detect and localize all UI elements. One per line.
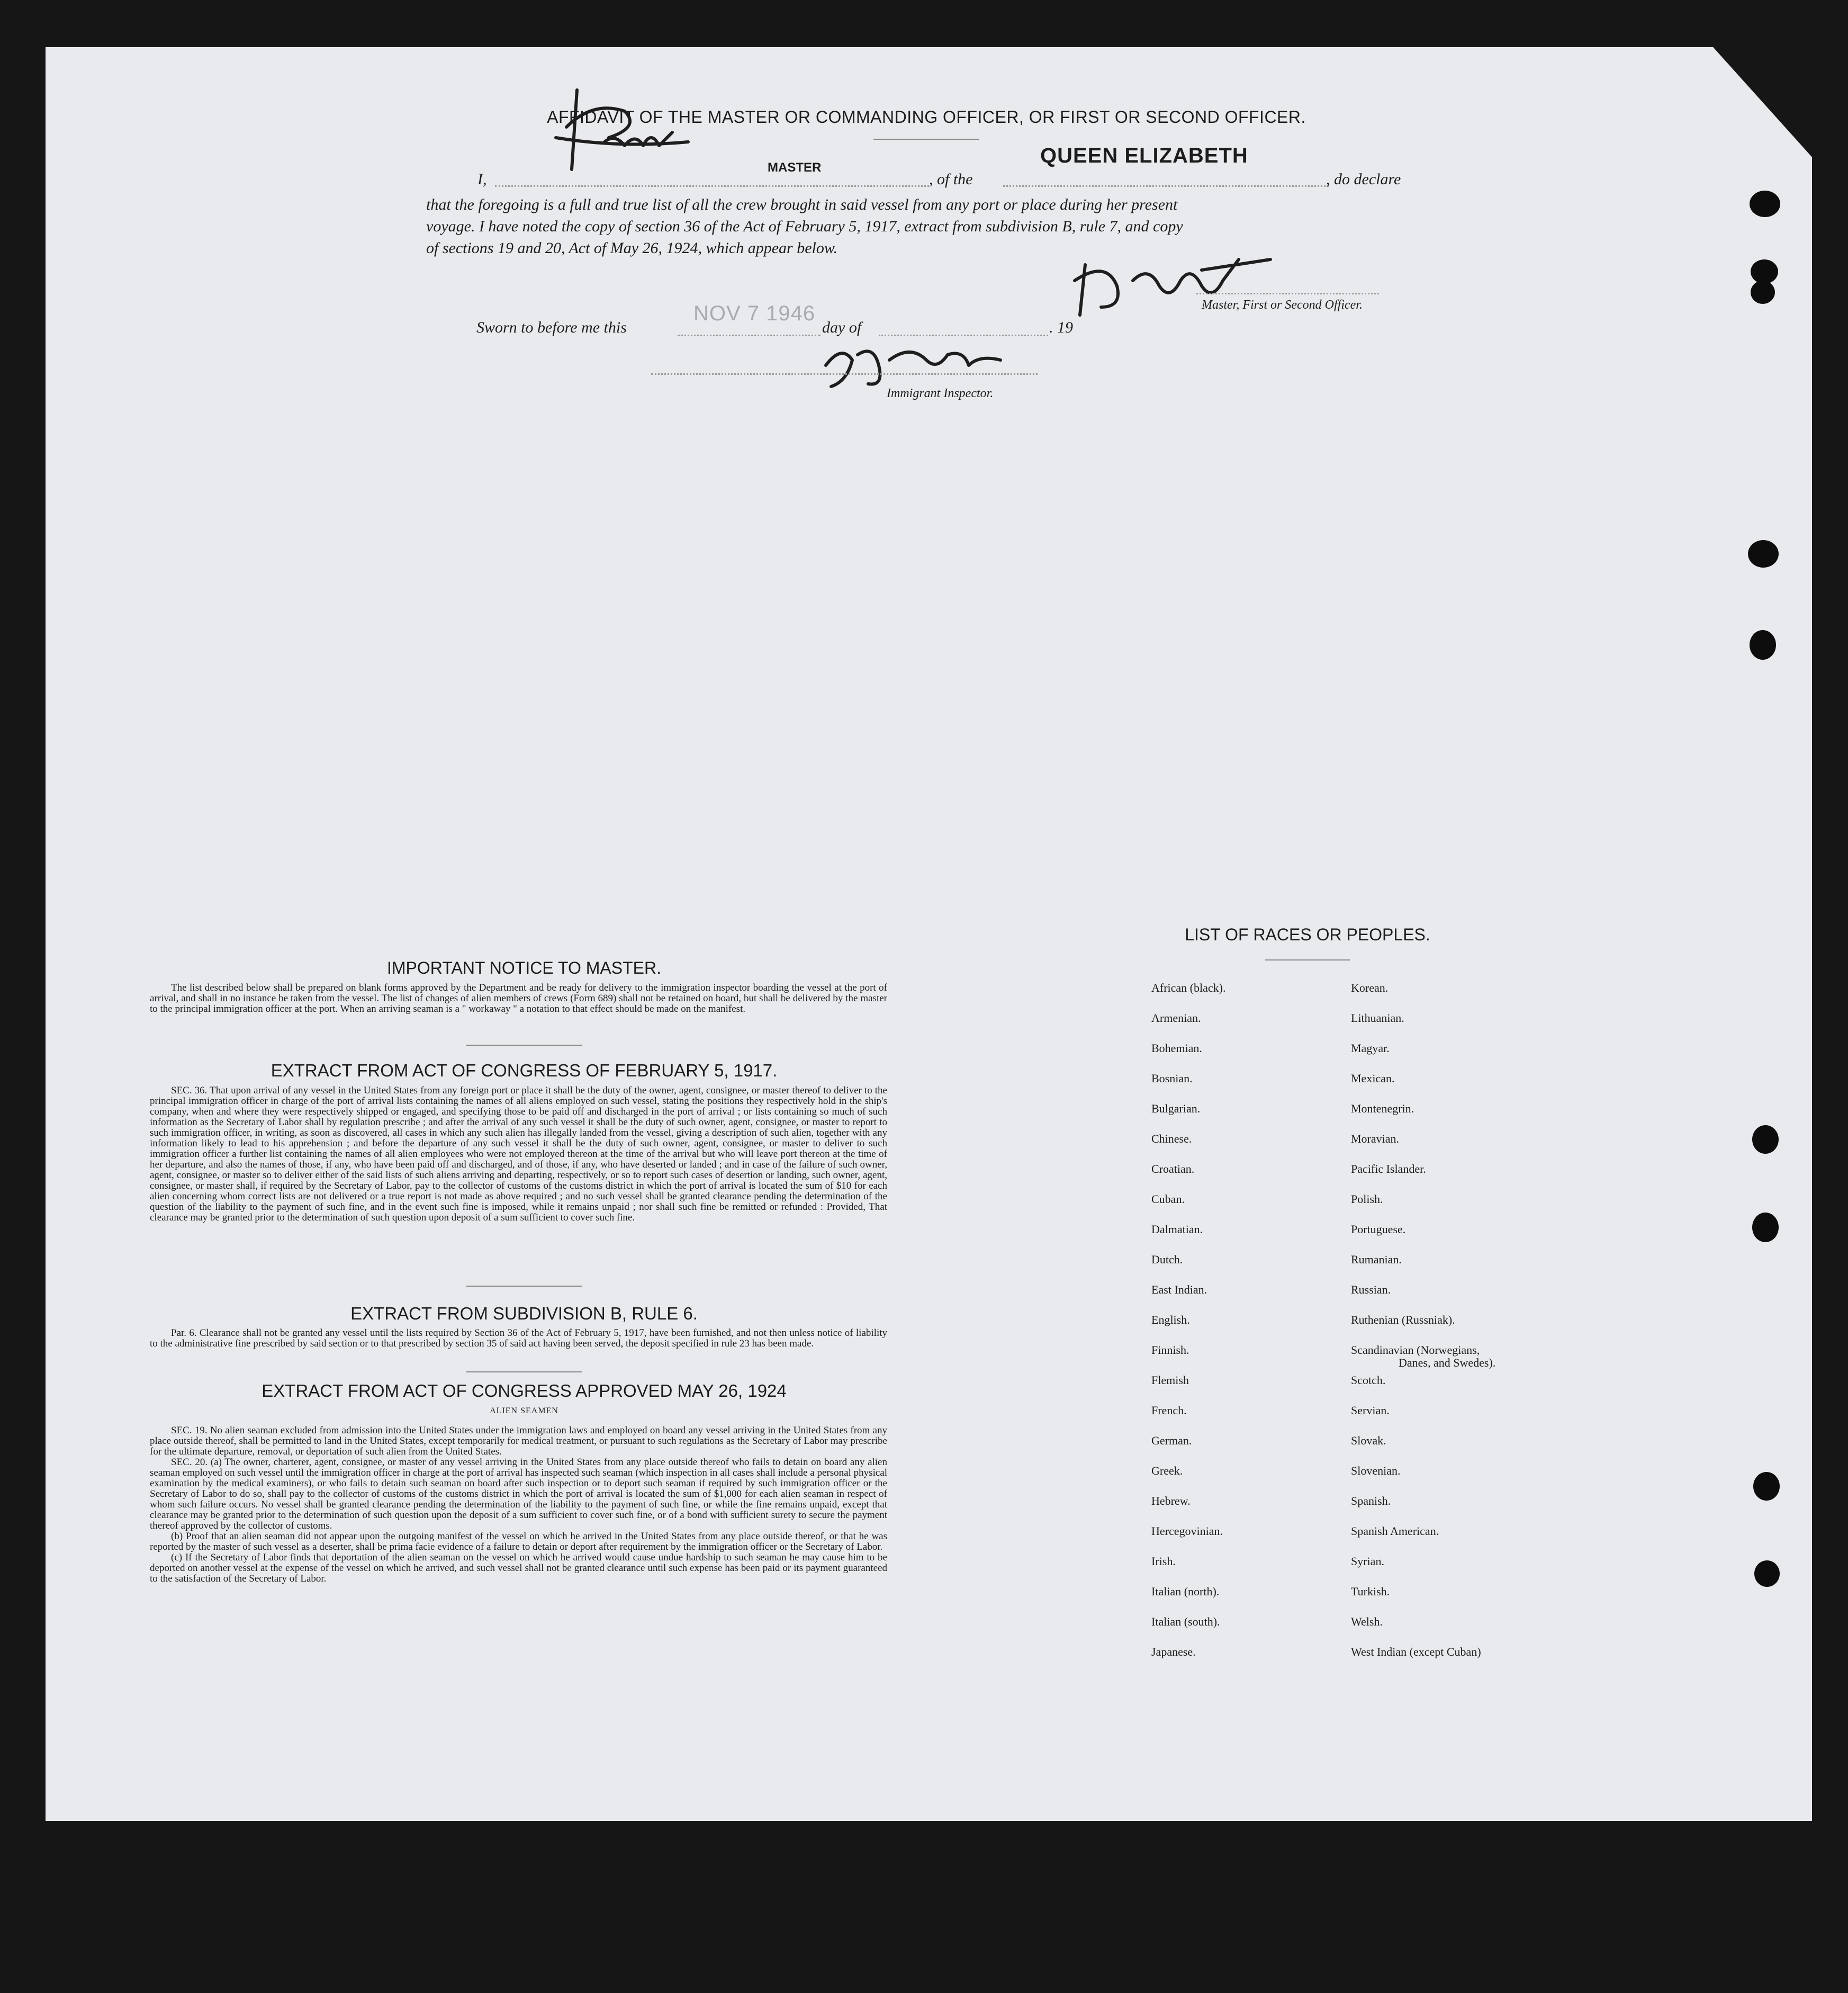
race-item: Croatian. [1151, 1162, 1195, 1175]
extract-1917-title: EXTRACT FROM ACT OF CONGRESS OF FEBRUARY 5, 1917. [271, 1061, 778, 1080]
inspector-signature [810, 334, 1032, 392]
section-divider [466, 1371, 582, 1372]
race-item: Montenegrin. [1351, 1102, 1414, 1115]
section-divider [466, 1286, 582, 1287]
extract-rule6-body [150, 1328, 887, 1349]
punch-hole [1748, 540, 1779, 568]
race-item: Slovenian. [1351, 1464, 1401, 1477]
extract-rule6-title: EXTRACT FROM SUBDIVISION B, RULE 6. [350, 1304, 698, 1323]
race-item: Scandinavian (Norwegians, [1351, 1343, 1480, 1357]
punch-hole [1751, 259, 1778, 284]
race-item: Rumanian. [1351, 1253, 1402, 1266]
race-item: Korean. [1351, 981, 1389, 994]
race-item: Slovak. [1351, 1434, 1386, 1447]
race-item: Irish. [1151, 1555, 1176, 1568]
i-label: I, [477, 170, 487, 188]
race-item: Portuguese. [1351, 1223, 1406, 1236]
year-label: . 19 [1049, 319, 1073, 336]
declaration-line-2: voyage. I have noted the copy of section 36 of the Act of February 5, 1917, extract from subdivision B, rule 7, and copy [426, 218, 1183, 235]
races-title: LIST OF RACES OR PEOPLES. [1185, 925, 1430, 944]
race-item: Magyar. [1351, 1042, 1390, 1055]
race-item: Mexican. [1351, 1072, 1395, 1085]
punch-hole [1753, 1472, 1780, 1501]
notice-paragraph: The list described below shall be prepared on blank forms approved by the Department and be ready for delivery to the immigration inspector boarding the vessel at the port of arrival, and shall in no instance be taken from the vessel. The list of changes of alien members of crews (Form 689) shall not be retained on board, but shall be delivered by the master to the principal immigration officer at the port. When an arriving seaman is a " workaway " a notation to that effect should be made on the manifest. [150, 982, 887, 1015]
race-item: Finnish. [1151, 1343, 1189, 1357]
declaration-line-1: that the foregoing is a full and true list of all the crew brought in said vessel from any port or place during her present [426, 196, 1178, 213]
race-item: Greek. [1151, 1464, 1183, 1477]
sworn-date-line [678, 335, 821, 336]
race-item: Servian. [1351, 1404, 1390, 1417]
inspector-signature-line [651, 373, 1038, 375]
race-item: Lithuanian. [1351, 1011, 1404, 1025]
race-item: Bosnian. [1151, 1072, 1193, 1085]
race-item: Chinese. [1151, 1132, 1192, 1145]
race-item: Armenian. [1151, 1011, 1201, 1025]
section-20b-text: (b) Proof that an alien seaman did not appear upon the outgoing manifest of the vessel on which he arrived in the United States from any place outside thereof, or that he was reported by the master of such vessel as a deserter, shall be prima facie evidence of a failure to detain or deport after requirement by the immigration officer or the Secretary of Labor. [150, 1531, 887, 1552]
of-the-label: , of the [929, 170, 973, 188]
races-right-column [1351, 981, 1495, 1675]
notice-title: IMPORTANT NOTICE TO MASTER. [387, 958, 661, 977]
rank-stamp: MASTER [768, 160, 822, 175]
do-declare-label: , do declare [1326, 170, 1401, 188]
punch-hole [1752, 1125, 1779, 1154]
punch-hole [1750, 191, 1780, 217]
race-item: Danes, and Swedes). [1399, 1356, 1496, 1369]
inspector-caption: Immigrant Inspector. [887, 387, 994, 400]
race-item: Pacific Islander. [1351, 1162, 1426, 1175]
section-20a-text: SEC. 20. (a) The owner, charterer, agent, consignee, or master of any vessel arriving in the United States from any place outside thereof who fails to detain on board any alien seaman employed on such vessel until the immigration officer in charge at the port of arrival has inspected such seaman (which inspection in all cases shall include a personal physical examination by the medical examiners), or who fails to detain such seaman on board after such inspection or to deport such seaman if required by such immigration officer or the Secretary of Labor to do so, shall pay to the collector of customs of the customs district in which the port of arrival is located the sum of $1,000 for each alien seaman in respect of whom such failure occurs. No vessel shall be granted clearance pending the determination of the liability to the payment of such fine, or while the fine remains unpaid, except that clearance may be granted prior to the determination of such question upon the deposit of a sum sufficient to cover such fine, or of a bond with sufficient surety to secure the payment thereof approved by the collector of customs. [150, 1457, 887, 1531]
extract-1924-title: EXTRACT FROM ACT OF CONGRESS APPROVED MAY 26, 1924 [262, 1381, 787, 1401]
punch-hole [1752, 1213, 1779, 1242]
section-19-text: SEC. 19. No alien seaman excluded from admission into the United States under the immigration laws and employed on board any vessel arriving in the United States from any place outside thereof, shall be permitted to land in the United States, except temporarily for medical treatment, or pursuant to such regulations as the Secretary of Labor may prescribe for the ultimate departure, removal, or deportation of such alien from the United States. [150, 1425, 887, 1457]
race-item: Hebrew. [1151, 1494, 1191, 1507]
race-item: Welsh. [1351, 1615, 1383, 1628]
race-item: Spanish. [1351, 1494, 1391, 1507]
race-item: Italian (north). [1151, 1585, 1220, 1598]
race-item: Bohemian. [1151, 1042, 1202, 1055]
name-line [495, 185, 929, 187]
race-item: Bulgarian. [1151, 1102, 1201, 1115]
officer-caption: Master, First or Second Officer. [1202, 298, 1363, 312]
race-item: Hercegovinian. [1151, 1524, 1223, 1538]
date-stamp: NOV 7 1946 [693, 302, 816, 325]
title-divider [873, 139, 979, 140]
races-divider [1265, 959, 1350, 960]
race-item: African (black). [1151, 981, 1226, 994]
vessel-name-stamp: QUEEN ELIZABETH [1040, 144, 1248, 167]
race-item: French. [1151, 1404, 1187, 1417]
punch-hole [1754, 1560, 1780, 1587]
section-36-text: SEC. 36. That upon arrival of any vessel in the United States from any foreign port or place it shall be the duty of the owner, agent, consignee, or master thereof to deliver to the principal immigration officer in charge of the port of arrival lists containing the names of all aliens employed on such vessel, stating the positions they respectively hold in the ship's company, when and where they were respectively shipped or engaged, and specifying those to be paid off and discharged in the port of arrival ; or lists containing so much of such information as the Secretary of Labor shall by regulation prescribe ; and after the arrival of any such vessel it shall be the duty of such owner, agent, consignee, or master to report to such immigration officer, in writing, as soon as discovered, all cases in which any such alien has illegally landed from the vessel, giving a description of such alien, together with any information likely to lead to his apprehension ; and before the departure of any such vessel it shall be the duty of such owner, agent, consignee, or master to deliver to such immigration officer a further list containing the names of all alien employees who were not employed thereon at the time of the arrival but who will leave port thereon at the time of her departure, and also the names of those, if any, who have been paid off and discharged, and of those, if any, who have deserted or landed ; and in case of the failure of such owner, agent, consignee, or master so to deliver either of the said lists of such aliens arriving and departing, respectively, or so to report such cases of desertion or landing, such owner, agent, consignee, or master shall, if required by the Secretary of Labor, pay to the collector of customs of the customs district in which the port of arrival is located the sum of $10 for each alien concerning whom correct lists are not delivered or a true report is not made as above required ; and no such vessel shall be granted clearance pending the determination of the question of the liability to the payment of such fine, and in the event such fine is imposed, while it remains unpaid ; nor shall such fine be remitted or refunded : Provided, That clearance may be granted prior to the determination of such question upon deposit of a sum sufficient to cover such fine. [150, 1085, 887, 1223]
race-item: West Indian (except Cuban) [1351, 1645, 1481, 1658]
races-left-column [1151, 981, 1225, 1675]
race-item: German. [1151, 1434, 1192, 1447]
race-item: Flemish [1151, 1373, 1189, 1387]
paragraph-6-text: Par. 6. Clearance shall not be granted any vessel until the lists required by Section 36 of the Act of February 5, 1917, have been furnished, and not then unless notice of liability to the administrative fine prescribed by said section or to that prescribed by section 35 of said act having been served, the deposit specified in rule 23 has been made. [150, 1327, 887, 1349]
officer-signature-line [1196, 293, 1379, 294]
vessel-line [1003, 185, 1329, 187]
race-item: Polish. [1351, 1192, 1383, 1206]
race-item: Cuban. [1151, 1192, 1185, 1206]
race-item: Dalmatian. [1151, 1223, 1203, 1236]
race-item: English. [1151, 1313, 1190, 1326]
extract-1924-body [150, 1425, 887, 1584]
race-item: Ruthenian (Russniak). [1351, 1313, 1455, 1326]
race-item: Japanese. [1151, 1645, 1196, 1658]
affidavit-title: AFFIDAVIT OF THE MASTER OR COMMANDING OFFICER, OR FIRST OR SECOND OFFICER. [547, 107, 1306, 127]
sworn-label: Sworn to before me this [476, 319, 627, 336]
race-item: Dutch. [1151, 1253, 1183, 1266]
race-item: East Indian. [1151, 1283, 1207, 1296]
race-item: Turkish. [1351, 1585, 1390, 1598]
extract-1924-subtitle: ALIEN SEAMEN [490, 1406, 558, 1415]
race-item: Italian (south). [1151, 1615, 1220, 1628]
section-divider [466, 1045, 582, 1046]
extract-1917-body [150, 1085, 887, 1223]
race-item: Scotch. [1351, 1373, 1386, 1387]
race-item: Russian. [1351, 1283, 1391, 1296]
notice-body [150, 983, 887, 1015]
declaration-line-3: of sections 19 and 20, Act of May 26, 1924, which appear below. [426, 239, 838, 257]
master-name-signature [545, 79, 699, 180]
race-item: Moravian. [1351, 1132, 1400, 1145]
day-of-label: day of [822, 319, 862, 336]
race-item: Syrian. [1351, 1555, 1384, 1568]
race-item: Spanish American. [1351, 1524, 1439, 1538]
punch-hole [1751, 281, 1775, 304]
punch-hole [1750, 630, 1776, 660]
section-20c-text: (c) If the Secretary of Labor finds that deportation of the alien seaman on the vessel on which he arrived would cause undue hardship to such seaman he may cause him to be deported on another vessel at the expense of the vessel on which he arrived, and such vessel shall not be granted clearance until such expense has been paid or its payment guaranteed to the satisfaction of the Secretary of Labor. [150, 1552, 887, 1584]
